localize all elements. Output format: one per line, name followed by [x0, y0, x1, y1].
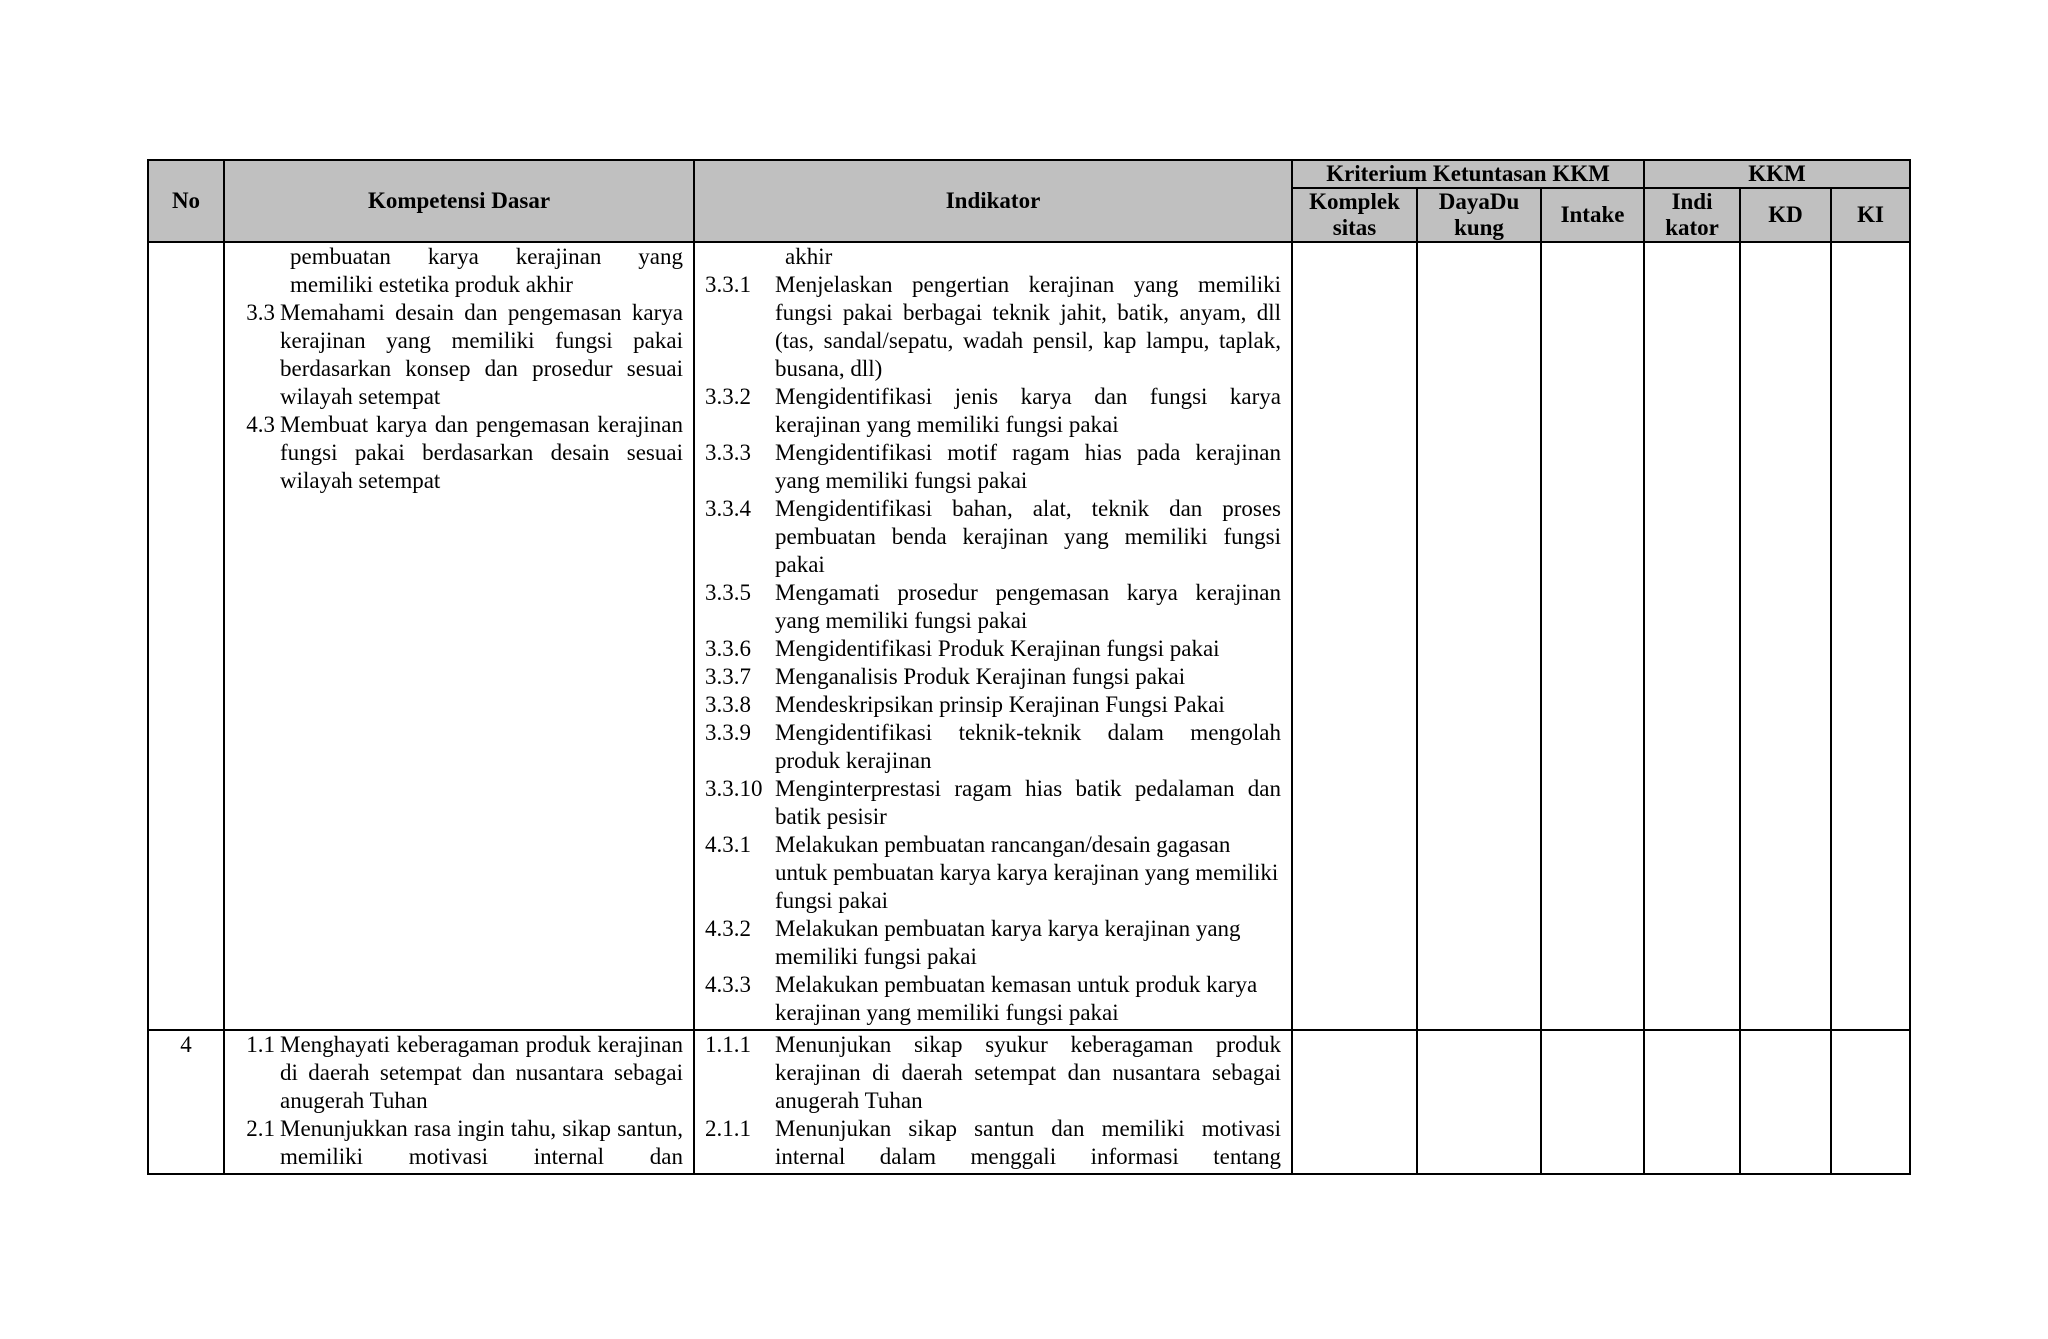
kd-value — [1740, 1030, 1831, 1174]
list-item: 4.3.1 Melakukan pembuatan rancangan/desain gagasan untuk pembuatan karya karya kerajinan yang memiliki fungsi pakai — [705, 832, 1279, 913]
header-kompleksitas: Komplek sitas — [1292, 188, 1417, 242]
intake-value — [1541, 242, 1644, 1030]
kd-continuation: pembuatan karya kerajinan yang — [290, 244, 683, 269]
header-kkm: KKM — [1644, 160, 1910, 188]
header-no: No — [148, 160, 224, 242]
indikator-kkm-value — [1644, 1030, 1740, 1174]
header-indikator: Indikator — [694, 160, 1292, 242]
kd-continuation: memiliki estetika produk akhir — [290, 272, 573, 297]
indikator-kkm-value — [1644, 242, 1740, 1030]
table-row — [148, 242, 1910, 1030]
list-item: 3.3.10 Menginterprestasi ragam hias batik pedalaman dan batik pesisir — [705, 776, 1281, 829]
list-item: 2.1 Menunjukkan rasa ingin tahu, sikap santun, memiliki motivasi internal dan — [246, 1116, 683, 1169]
list-item: 3.3.5 Mengamati prosedur pengemasan karya kerajinan yang memiliki fungsi pakai — [705, 580, 1281, 633]
list-item: 1.1.1 Menunjukan sikap syukur keberagaman produk kerajinan di daerah setempat dan nusantara sebagai anugerah Tuhan — [705, 1032, 1281, 1113]
list-item: 3.3.9 Mengidentifikasi teknik-teknik dalam mengolah produk kerajinan — [705, 720, 1281, 773]
header-kd: KD — [1740, 188, 1831, 242]
list-item: 2.1.1 Menunjukan sikap santun dan memiliki motivasi internal dalam menggali informasi tentang — [705, 1116, 1281, 1169]
list-item: 1.1 Menghayati keberagaman produk kerajinan di daerah setempat dan nusantara sebagai anugerah Tuhan — [246, 1032, 683, 1113]
header-kompetensi-dasar: Kompetensi Dasar — [224, 160, 694, 242]
kompleksitas-value — [1292, 1030, 1417, 1174]
header-dayadukung: DayaDu kung — [1417, 188, 1541, 242]
header-kriterium: Kriterium Ketuntasan KKM — [1292, 160, 1644, 188]
list-item: 4.3.2 Melakukan pembuatan karya karya kerajinan yang memiliki fungsi pakai — [705, 916, 1241, 969]
list-item: 3.3.4 Mengidentifikasi bahan, alat, teknik dan proses pembuatan benda kerajinan yang memiliki fungsi pakai — [705, 496, 1281, 577]
dayadukung-value — [1417, 242, 1541, 1030]
header-ki: KI — [1831, 188, 1910, 242]
ki-value — [1831, 242, 1910, 1030]
list-item: 3.3.8 Mendeskripsikan prinsip Kerajinan Fungsi Pakai — [705, 692, 1225, 717]
list-item: 3.3.7 Menganalisis Produk Kerajinan fungsi pakai — [705, 664, 1186, 689]
row-number: 4 — [148, 1030, 224, 1174]
kompetensi-dasar-cell — [224, 242, 694, 1030]
kd-value — [1740, 242, 1831, 1030]
intake-value — [1541, 1030, 1644, 1174]
ki-value — [1831, 1030, 1910, 1174]
kompetensi-dasar-cell — [224, 1030, 694, 1174]
table-row — [148, 1030, 1910, 1174]
list-item: 3.3.3 Mengidentifikasi motif ragam hias pada kerajinan yang memiliki fungsi pakai — [705, 440, 1281, 493]
list-item: 3.3.2 Mengidentifikasi jenis karya dan fungsi karya kerajinan yang memiliki fungsi pakai — [705, 384, 1281, 437]
row-number — [148, 242, 224, 1030]
list-item: 3.3.1 Menjelaskan pengertian kerajinan yang memiliki fungsi pakai berbagai teknik jahit, batik, anyam, dll (tas, sandal/sepatu, wadah pensil, kap lampu, taplak, busana, dll) — [705, 272, 1281, 381]
indikator-cell — [694, 242, 1292, 1030]
kompleksitas-value — [1292, 242, 1417, 1030]
header-intake: Intake — [1541, 188, 1644, 242]
dayadukung-value — [1417, 1030, 1541, 1174]
list-item: 4.3 Membuat karya dan pengemasan kerajinan fungsi pakai berdasarkan desain sesuai wilayah setempat — [246, 412, 683, 493]
list-item: 4.3.3 Melakukan pembuatan kemasan untuk produk karya kerajinan yang memiliki fungsi pakai — [705, 972, 1258, 1025]
indikator-continuation: akhir — [785, 244, 833, 269]
kkm-table — [147, 159, 1911, 1175]
list-item: 3.3 Memahami desain dan pengemasan karya kerajinan yang memiliki fungsi pakai berdasarkan konsep dan prosedur sesuai wilayah setempat — [246, 300, 683, 409]
header-indikator-kkm: Indi kator — [1644, 188, 1740, 242]
indikator-cell — [694, 1030, 1292, 1174]
list-item: 3.3.6 Mengidentifikasi Produk Kerajinan fungsi pakai — [705, 636, 1220, 661]
